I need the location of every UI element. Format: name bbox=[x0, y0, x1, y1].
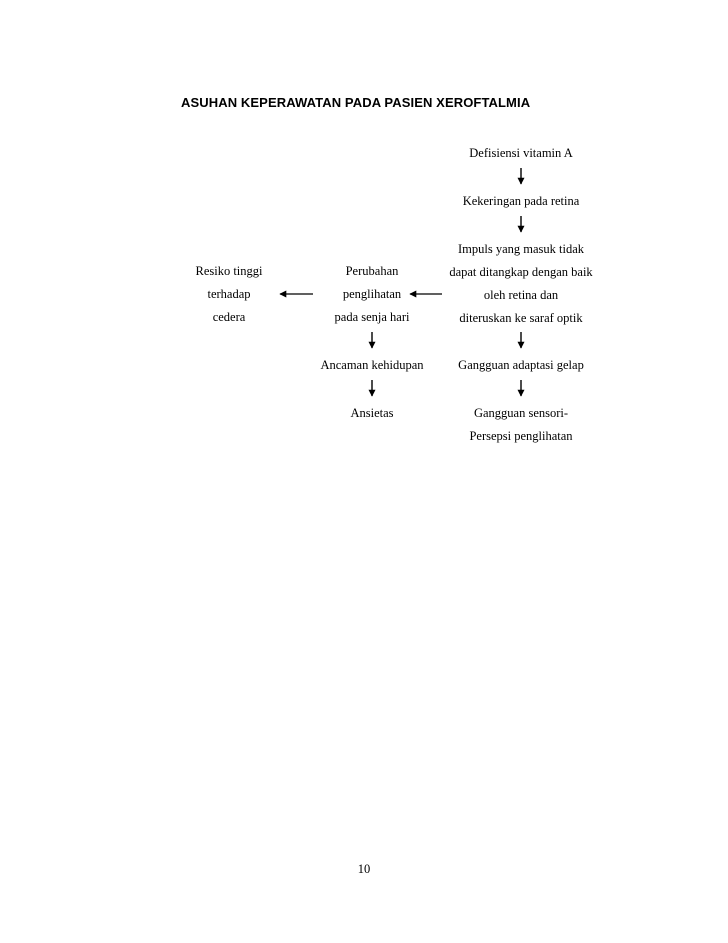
node-line: Ansietas bbox=[350, 406, 394, 420]
node-line: Gangguan adaptasi gelap bbox=[458, 358, 584, 372]
node-line: Gangguan sensori- bbox=[473, 406, 569, 420]
node-line: cedera bbox=[212, 310, 246, 324]
node-line: Defisiensi vitamin A bbox=[469, 146, 573, 160]
node-line: oleh retina dan bbox=[483, 288, 559, 302]
page-number: 10 bbox=[357, 862, 371, 876]
node-line: Kekeringan pada retina bbox=[462, 194, 580, 208]
node-line: Perubahan bbox=[345, 264, 399, 278]
node-line: terhadap bbox=[207, 287, 251, 301]
node-line: Persepsi penglihatan bbox=[469, 429, 573, 443]
node-line: diteruskan ke saraf optik bbox=[459, 311, 583, 325]
node-line: penglihatan bbox=[342, 287, 402, 301]
node-line: dapat ditangkap dengan baik bbox=[449, 265, 593, 279]
node-line: pada senja hari bbox=[334, 310, 410, 324]
node-line: Impuls yang masuk tidak bbox=[457, 242, 585, 256]
node-line: Resiko tinggi bbox=[195, 264, 263, 278]
node-line: Ancaman kehidupan bbox=[320, 358, 424, 372]
document-title: ASUHAN KEPERAWATAN PADA PASIEN XEROFTALMIA bbox=[181, 95, 531, 110]
